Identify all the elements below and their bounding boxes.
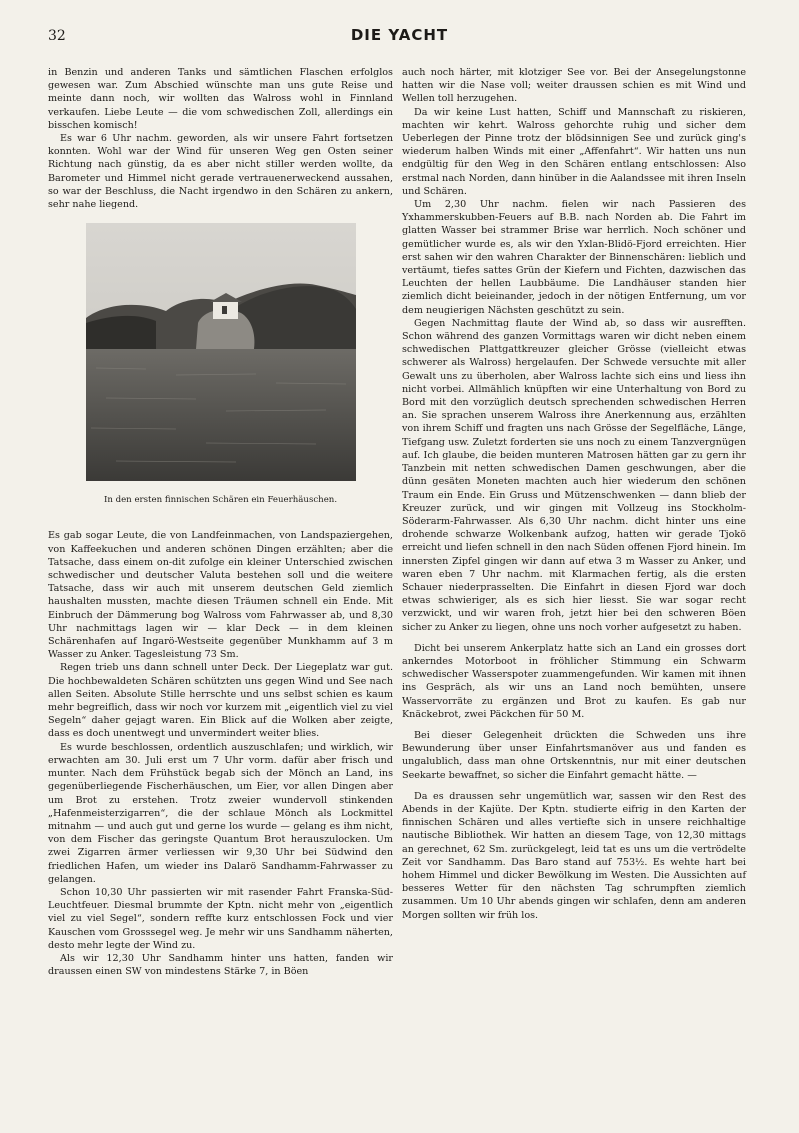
paragraph: Gegen Nachmittag flaute der Wind ab, so dass wir ausrefften. Schon während des ganzen Vormittags waren wir dicht neben einem schwedischen Plattgattkreuzer gleicher Grösse (vielleicht etwas schwerer als Walross) hergelaufen. Der Schwede versuchte mit aller Gewalt uns zu überholen, aber Walross lachte sich eins und liess ihn nicht vorbei. Allmählich knüpften wir eine Unterhaltung von Bord zu Bord mit den vorzüglich deutsch sprechenden schwedischen Herren an. Sie sprachen unserem Walross ihre Anerkennung aus, erzählten von ihrem Schiff und fragten uns nach Grösse der Segelfläche, Länge, Tiefgang usw. Zuletzt forderten sie uns noch zu einem Tanzvergnügen auf. Ich glaube, die beiden munteren Matrosen hätten gar zu gern ihr Tanzbein mit netten schwedischen Damen geschwungen, aber die dünn gesäten Moneten machten auch hier wiederum den schönen Traum ein Ende. Ein Gruss und Mützenschwenken — dann blieb der Kreuzer zurück, und wir gingen mit Vollzeug ins Stockholm-Söderarm-Fahrwasser. Als 6,30 Uhr nachm. dicht hinter uns eine drohende schwarze Wolkenbank aufzog, hatten wir gerade Tjokö erreicht und liefen schnell in den nach Süden offenen Fjord hinein. Im innersten Zipfel gingen wir dann auf etwa 3 m Wasser zu Anker, und waren eben 7 Uhr nachm. mit Klarmachen fertig, als die ersten Schauer niederprasselten. Die Einfahrt in diesen Fjord war doch etwas schwieriger, als es sich hier liesst. Sie war sogar recht verzwickt, und wir waren froh, jetzt hier bei den schweren Böen sicher zu Anker zu liegen, ohne uns noch vorher aufgesetzt zu haben.: [402, 317, 746, 633]
paragraph: Es war 6 Uhr nachm. geworden, als wir unsere Fahrt fortsetzen konnten. Wohl war der Wind für unseren Weg gen Osten seiner Richtung nach günstig, da es aber nicht stiller werden wollte, da Barometer und Himmel nicht gerade vertrauenerweckend aussahen, so war der Beschluss, die Nacht irgendwo in den Schären zu ankern, sehr nahe liegend.: [48, 133, 393, 211]
paragraph: Regen trieb uns dann schnell unter Deck. Der Liegeplatz war gut. Die hochbewaldeten Schären schützten uns gegen Wind und See nach allen Seiten. Absolute Stille herrschte und uns selbst schien es kaum mehr begreiflich, dass wir noch vor kurzem mit „eigentlich viel zu viel Segeln“ daher gejagt waren. Ein Blick auf die Wolken aber zeigte, dass es doch unentwegt und unvermindert weiter blies.: [48, 662, 393, 740]
skerry-lighthouse-photo: [86, 223, 356, 481]
right-column: [402, 66, 746, 922]
paragraph: Um 2,30 Uhr nachm. fielen wir nach Passieren des Yxhammerskubben-Feuers auf B.B. nach Norden ab. Die Fahrt im glatten Wasser bei strammer Brise war herrlich. Noch schöner und gemütlicher wurde es, als wir den Yxlan-Blidö-Fjord erreichten. Hier erst sahen wir den wahren Charakter der Binnenschären: lieblich und vertäumt, tiefes sattes Grün der Kiefern und Fichten, dazwischen das Leuchten der hellen Laubbäume. Die Landhäuser standen hier ziemlich dicht beieinander, jedoch in der nötigen Entfernung, um vor dem neugierigen Nächsten geschützt zu sein.: [402, 199, 746, 316]
paragraph: Schon 10,30 Uhr passierten wir mit rasender Fahrt Franska-Süd-Leuchtfeuer. Diesmal brummte der Kptn. nicht mehr von „eigentlich viel zu viel Segel“, sondern reffte kurz entschlossen Fock und vier Kauschen vom Grosssegel weg. Je mehr wir uns Sandhamm näherten, desto mehr legte der Wind zu.: [48, 886, 393, 951]
paragraph: Es gab sogar Leute, die von Landfeinmachen, von Landspaziergehen, von Kaffeekuchen und anderen schönen Dingen erzählten; aber die Tatsache, dass einem on-dit zufolge ein kleiner Unterschied zwischen schwedischer und deutscher Valuta bestehen soll und die weitere Tatsache, dass wir auch mit unserem deutschen Geld ziemlich haushalten mussten, machte diesen Träumen schnell ein Ende. Mit Einbruch der Dämmerung bog Walross vom Fahrwasser ab, und 8,30 Uhr nachmittags lagen wir — klar Deck — in dem kleinen Schärenhafen auf Ingarö-Westseite gegenüber Munkhamm auf 3 m Wasser zu Anker. Tagesleistung 73 Sm.: [48, 530, 393, 661]
left-column: [48, 66, 393, 978]
paragraph: Bei dieser Gelegenheit drückten die Schweden uns ihre Bewunderung über unser Einfahrtsmanöver aus und fanden es ungalublich, dass man ohne Ortskenntnis, nur mit einer deutschen Seekarte bewaffnet, so sicher die Einfahrt gemacht hätte. —: [402, 729, 746, 781]
figure-caption: In den ersten finnischen Schären ein Feuerhäuschen.: [103, 495, 338, 506]
running-title: DIE YACHT: [350, 26, 449, 44]
photo-figure: [48, 223, 393, 507]
paragraph: Dicht bei unserem Ankerplatz hatte sich an Land ein grosses dort ankerndes Motorboot in fröhlicher Stimmung ein Schwarm schwedischer Wasserspo​ter zu​ammengefunden. Wir kamen mit ihnen ins Gespräch, als wir uns an Land noch bemühten, unsere Wasservorräte zu ergänzen und Brot zu kaufen. Es gab nur Knäckebrot, zwei Päckchen für 50 M.: [402, 642, 746, 720]
paragraph: Da wir keine Lust hatten, Schiff und Mannschaft zu riskieren, machten wir kehrt. Walross gehorchte ruhig und sicher dem Ueberlegen der Pinne trotz der blödsinnigen See und zurück ging's wiederum halben Winds mit einer „Affenfahrt“. Wir hatten uns nun endgültig für den Weg in den Schären entlang entschlossen: Also erstmal nach Norden, dann hinüber in die Aalandssee mit ihren Inseln und Schären.: [402, 106, 746, 197]
paragraph: Als wir 12,30 Uhr Sandhamm hinter uns hatten, fanden wir draussen einen SW von mindestens Stärke 7, in Böen: [48, 952, 393, 978]
page-number: 32: [48, 28, 66, 44]
paragraph: Es wurde beschlossen, ordentlich auszuschlafen; und wirklich, wir erwachten am 30. Juli erst um 7 Uhr vorm. dafür aber frisch und munter. Nach dem Frühstück begab sich der Mönch an Land, ins gegenüberliegende Fischerhäuschen, um Eier, vor allen Dingen aber um Brot zu erstehen. Trotz zweier wundervoll stinkenden „Hafenmeisterzigarren“, die der schlaue Mönch als Lockmittel mitnahm — und auch gut und gerne los wurde — gelang es ihm nicht, von dem Fischer das geringste Quantum Brot herauszulocken. Um zwei Zigarren ärmer verliessen wir 9,30 Uhr bei Südwind den friedlichen Hafen, um wieder ins Dalarö Sandhamm-Fahrwasser zu gelangen.: [48, 741, 393, 885]
paragraph: in Benzin und anderen Tanks und sämtlichen Flaschen erfolglos gewesen war. Zum Abschied wünschte man uns gute Reise und meinte dann noch, wir wollten das Walross wohl in Finnland verkaufen. Liebe Leute — die vom schwedischen Zoll, allerdings ein bisschen komisch!: [48, 67, 393, 131]
paragraph: auch noch härter, mit klotziger See vor. Bei der Ansegelungstonne hatten wir die Nase voll; weiter draussen schien es mit Wind und Wellen toll herzugehen.: [402, 67, 746, 105]
paragraph: Da es draussen sehr ungemütlich war, sassen wir den Rest des Abends in der Kajüte. Der Kptn. studierte eifrig in den Karten der finnischen Schären und alles vertiefte sich in unsere reichhaltige nautische Bibliothek. Wir hatten an diesem Tage, von 12,30 mittags an gerechnet, 62 Sm. zurückgelegt, leid tat es uns um die vertrödelte Zeit vor Sandhamm. Das Baro stand auf 753½. Es wehte hart bei hohem Himmel und dicker Bewölkung im Westen. Die Aussichten auf besseres Wetter für den nächsten Tag schrumpften ziemlich zusammen. Um 10 Uhr abends gingen wir schlafen, denn am anderen Morgen sollten wir früh los.: [402, 790, 746, 921]
